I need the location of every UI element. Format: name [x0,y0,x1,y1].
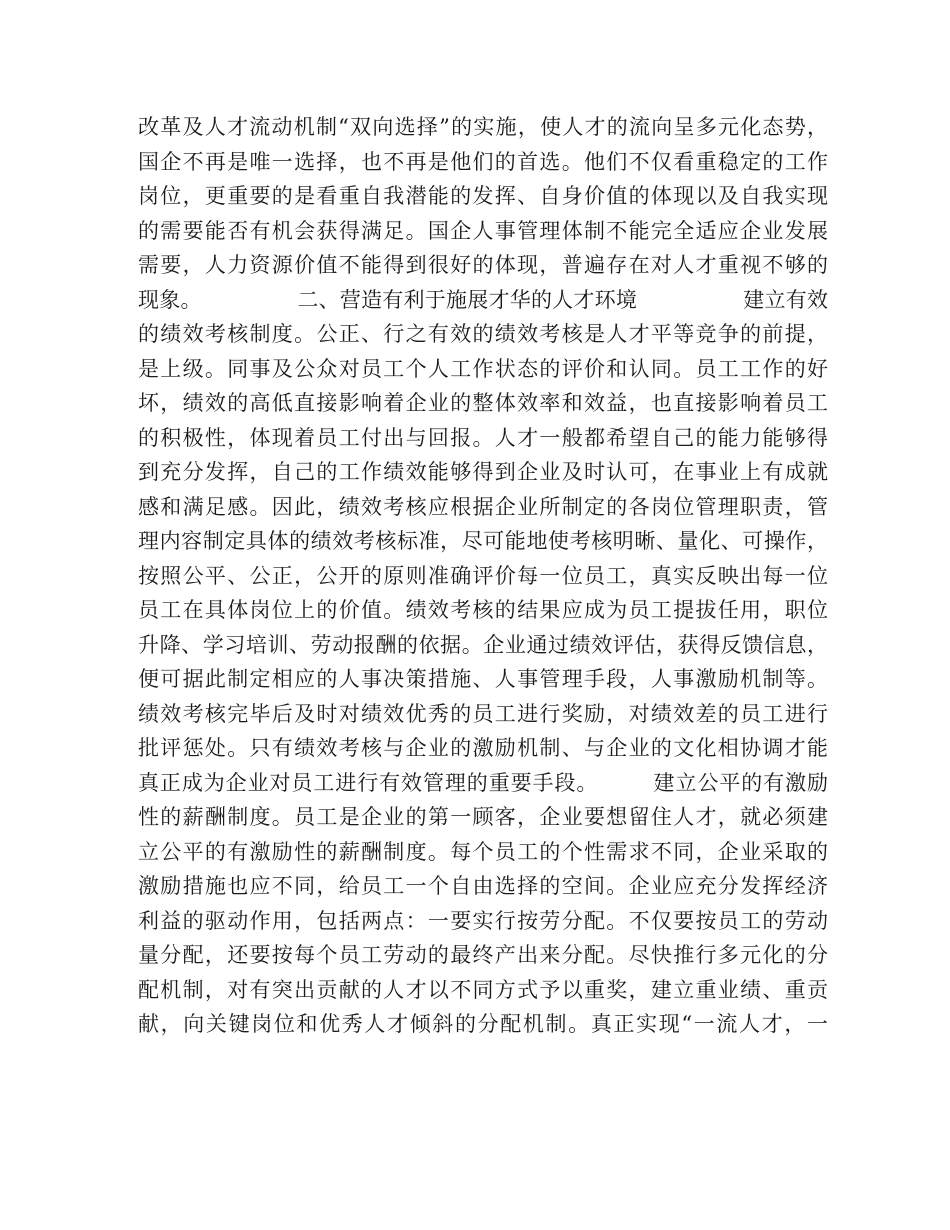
text-line: 绩效考核完毕后及时对绩效优秀的员工进行奖励，对绩效差的员工进行 [138,701,828,726]
text-line: 员工在具体岗位上的价值。绩效考核的结果应成为员工提拔任用，职位 [138,598,828,622]
text-line: 岗位，更重要的是看重自我潜能的发挥、自身价值的体现以及自我实现 [138,184,828,208]
text-line: 按照公平、公正，公开的原则准确评价每一位员工，真实反映出每一位 [138,563,828,588]
text-line: 坏，绩效的高低直接影响着企业的整体效率和效益，也直接影响着员工 [138,391,828,415]
text-line: 的积极性，体现着员工付出与回报。人才一般都希望自己的能力能够得 [138,425,828,450]
text-line: 的需要能否有机会获得满足。国企人事管理体制不能完全适应企业发展 [138,218,828,243]
text-line: 量分配，还要按每个员工劳动的最终产出来分配。尽快推行多元化的分 [138,943,828,967]
text-line: 理内容制定具体的绩效考核标准，尽可能地使考核明晰、量化、可操作， [138,529,828,553]
text-line: 激励措施也应不同，给员工一个自由选择的空间。企业应充分发挥经济 [138,874,828,898]
text-line: 是上级。同事及公众对员工个人工作状态的评价和认同。员工工作的好 [138,356,828,381]
text-line: 的绩效考核制度。公正、行之有效的绩效考核是人才平等竞争的前提， [138,322,828,346]
text-line: 配机制，对有突出贡献的人才以不同方式予以重奖，建立重业绩、重贡 [138,977,828,1002]
text-line: 感和满足感。因此，绩效考核应根据企业所制定的各岗位管理职责，管 [138,494,828,519]
text-line: 真正成为企业对员工进行有效管理的重要手段。 建立公平的有激励 [138,770,828,795]
text-line: 现象。 二、营造有利于施展才华的人才环境 建立有效 [138,287,828,312]
text-line: 升降、学习培训、劳动报酬的依据。企业通过绩效评估，获得反馈信息， [138,632,828,657]
text-line: 性的薪酬制度。员工是企业的第一顾客，企业要想留住人才，就必须建 [138,805,828,829]
text-line: 便可据此制定相应的人事决策措施、人事管理手段，人事激励机制等。 [138,667,828,691]
text-line: 国企不再是唯一选择，也不再是他们的首选。他们不仅看重稳定的工作 [138,149,828,174]
text-line: 批评惩处。只有绩效考核与企业的激励机制、与企业的文化相协调才能 [138,736,828,760]
text-line: 改革及人才流动机制“双向选择”的实施，使人才的流向呈多元化态势， [138,115,828,139]
text-line: 立公平的有激励性的薪酬制度。每个员工的个性需求不同，企业采取的 [138,839,828,864]
text-line: 到充分发挥，自己的工作绩效能够得到企业及时认可，在事业上有成就 [138,460,828,484]
text-line: 需要，人力资源价值不能得到很好的体现，普遍存在对人才重视不够的 [138,253,828,277]
text-line: 利益的驱动作用，包括两点：一要实行按劳分配。不仅要按员工的劳动 [138,908,828,933]
body-text [138,110,828,1042]
text-line: 献，向关键岗位和优秀人才倾斜的分配机制。真正实现“一流人才，一 [138,1012,828,1036]
